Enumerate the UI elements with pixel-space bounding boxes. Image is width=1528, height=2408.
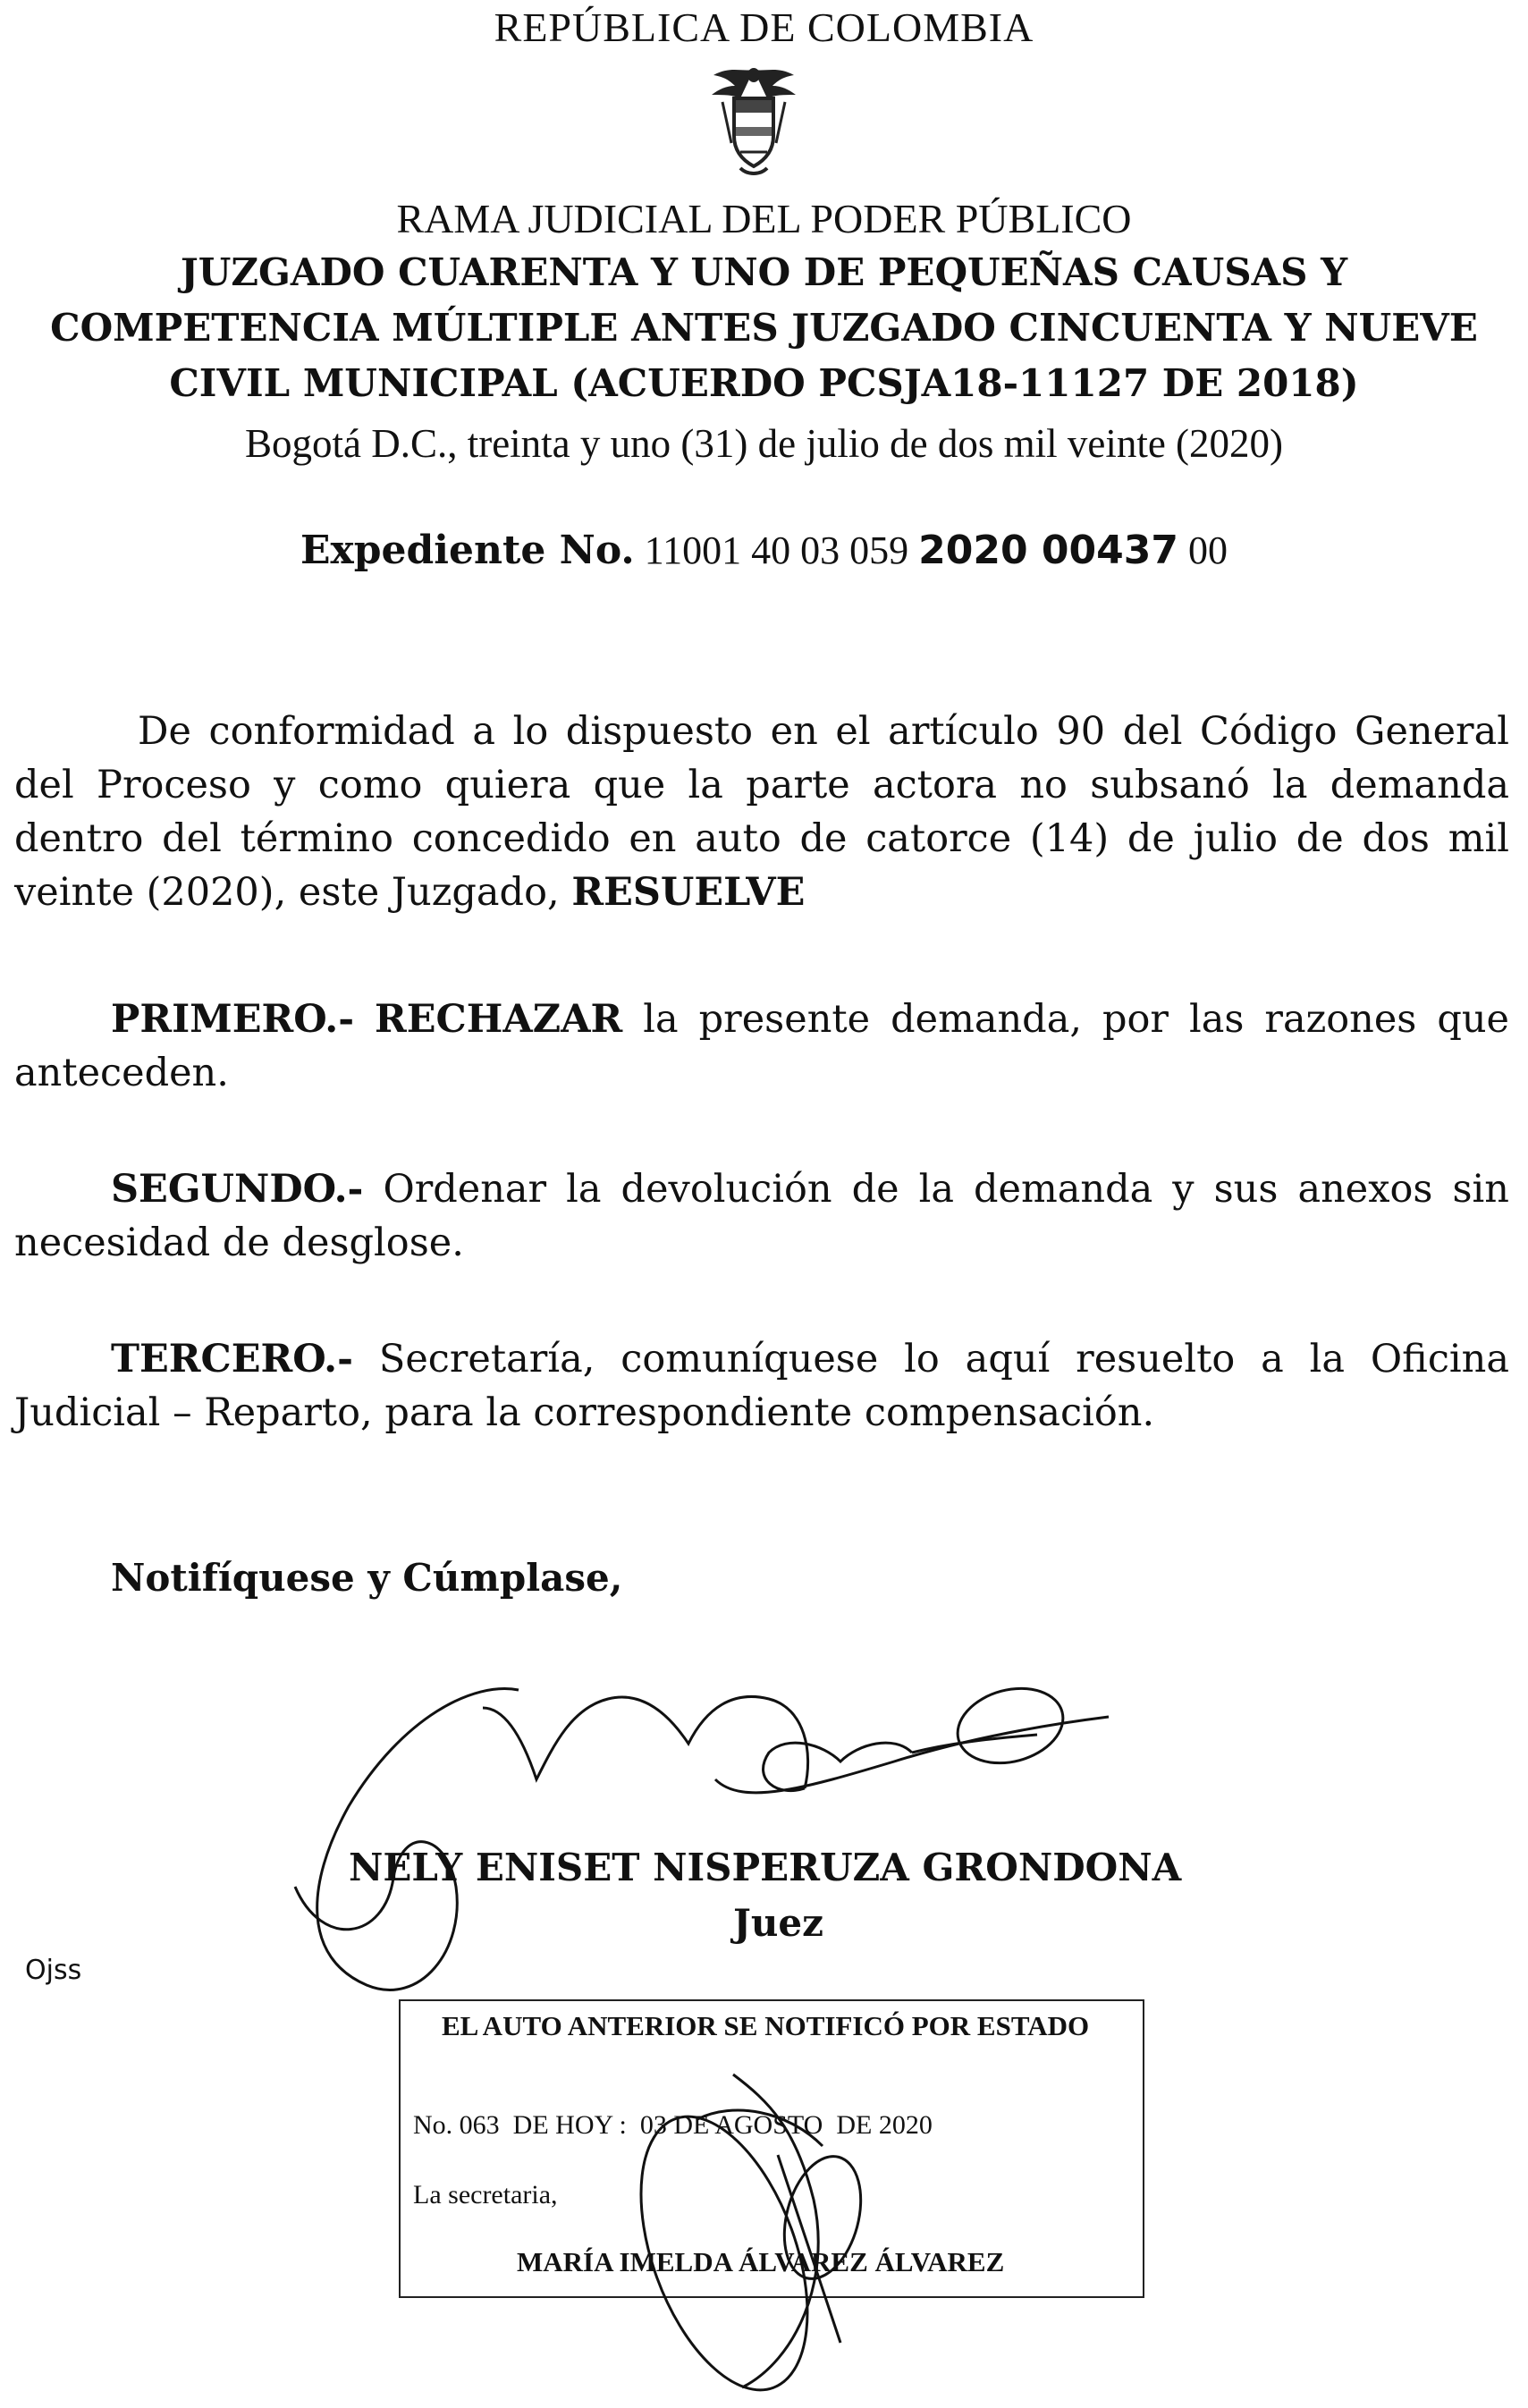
first-action: RECHAZAR (375, 997, 623, 1042)
closing-formula: Notifíquese y Cúmplase, (111, 1556, 623, 1600)
stamp-notice-line: No. 063 DE HOY : 03 DE AGOSTO DE 2020 (413, 2110, 933, 2140)
judge-title: Juez (733, 1901, 823, 1945)
first-resolution (14, 993, 1509, 1100)
secretary-signature-icon (572, 2048, 948, 2405)
second-text: Ordenar la devolución de la demanda y sus anexos sin necesidad de desglose. (14, 1167, 1509, 1265)
second-label: SEGUNDO.- (111, 1167, 364, 1212)
stamp-heading: EL AUTO ANTERIOR SE NOTIFICÓ POR ESTADO (442, 2010, 1090, 2041)
court-name-line-3: CIVIL MUNICIPAL (ACUERDO PCSJA18-11127 DE 2018) (169, 361, 1359, 405)
third-resolution (14, 1332, 1509, 1440)
first-text: la presente demanda, por las razones que anteceden. (14, 997, 1510, 1095)
intro-text: De conformidad a lo dispuesto en el artículo 90 del Código General del Proceso y como quiera que la parte actora no subsanó la demanda dentro del término concedido en auto de catorce (14) de julio de dos mil veinte (2020), este Juzgado, (14, 709, 1509, 915)
resuelve-label: RESUELVE (571, 870, 806, 915)
country-heading: REPÚBLICA DE COLOMBIA (494, 4, 1034, 50)
case-label: Expediente No. (300, 528, 635, 573)
judge-name: NELY ENISET NISPERUZA GRONDONA (349, 1846, 1182, 1889)
branch-heading: RAMA JUDICIAL DEL PODER PÚBLICO (396, 196, 1132, 241)
second-resolution (14, 1162, 1509, 1270)
judge-signature-icon (268, 1654, 1162, 2030)
case-number-bold: 2020 00437 (918, 528, 1178, 573)
stamp-secretary-name: MARÍA IMELDA ÁLVAREZ ÁLVAREZ (517, 2246, 1005, 2277)
typist-initials: Ojss (25, 1955, 82, 1986)
intro-paragraph (14, 705, 1509, 919)
court-name-line-1: JUZGADO CUARENTA Y UNO DE PEQUEÑAS CAUSAS Y (180, 250, 1348, 294)
third-label: TERCERO.- (111, 1337, 353, 1381)
place-date: Bogotá D.C., treinta y uno (31) de julio de dos mil veinte (2020) (244, 421, 1284, 466)
third-text: Secretaría, comuníquese lo aquí resuelto a la Oficina Judicial – Reparto, para la correspondiente compensación. (14, 1337, 1509, 1435)
case-number-suffix: 00 (1187, 528, 1228, 572)
stamp-secretary-label: La secretaria, (413, 2180, 558, 2209)
case-number-line (0, 528, 1528, 573)
court-name-line-2: COMPETENCIA MÚLTIPLE ANTES JUZGADO CINCUENTA Y NUEVE (50, 306, 1478, 350)
first-label: PRIMERO.- (111, 997, 355, 1042)
case-number-plain: 11001 40 03 059 (644, 528, 909, 572)
coat-of-arms-icon (705, 63, 803, 179)
